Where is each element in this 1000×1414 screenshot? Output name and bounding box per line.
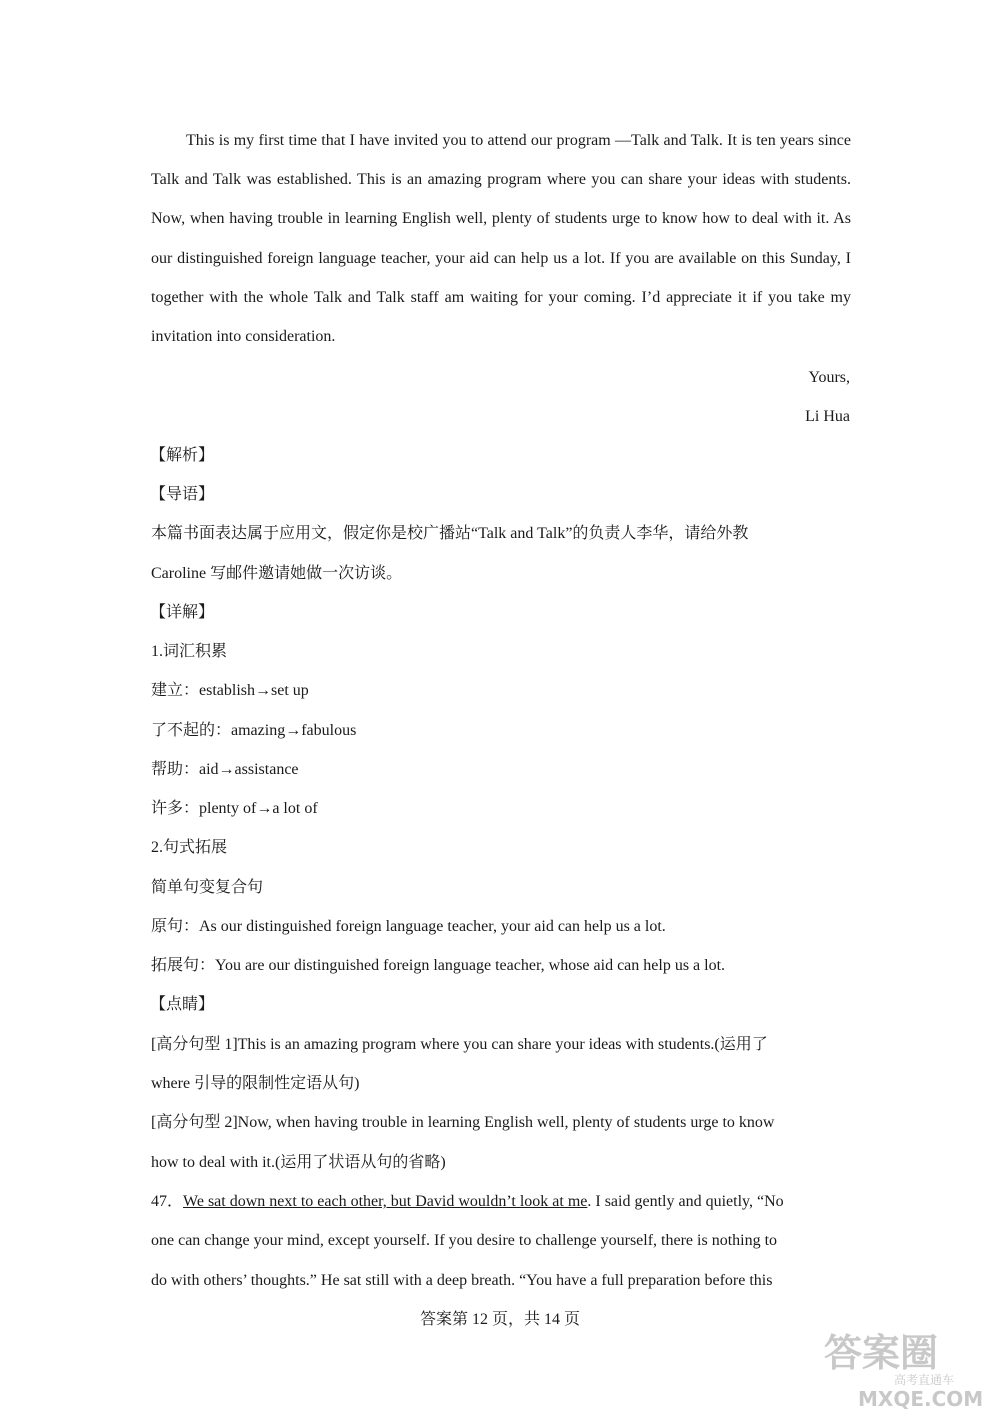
question-47-line-2: one can change your mind, except yourself. If you desire to challenge yourself, there is nothing to bbox=[151, 1232, 778, 1249]
original-sentence: 原句：As our distinguished foreign language teacher, your aid can help us a lot. bbox=[151, 918, 666, 935]
vocab-item: 建立：establish→set up bbox=[151, 682, 309, 699]
watermark-site: MXQE.COM bbox=[858, 1387, 984, 1410]
highlight-1-line-2: where 引导的限制性定语从句) bbox=[151, 1075, 360, 1092]
question-47-line-1 bbox=[151, 1192, 784, 1212]
expanded-sentence: 拓展句：You are our distinguished foreign language teacher, whose aid can help us a lot. bbox=[151, 957, 726, 974]
guide-text-line-2: Caroline 写邮件邀请她做一次访谈。 bbox=[151, 565, 403, 582]
vocab-item: 了不起的：amazing→fabulous bbox=[151, 722, 357, 739]
guide-heading: 【导语】 bbox=[150, 486, 215, 503]
vocab-heading: 1.词汇积累 bbox=[151, 643, 228, 660]
vocab-item: 许多：plenty of→a lot of bbox=[151, 800, 318, 817]
question-47-text: . I said gently and quietly, “No bbox=[587, 1193, 784, 1210]
pattern-subheading: 简单句变复合句 bbox=[151, 879, 264, 896]
pattern-heading: 2.句式拓展 bbox=[151, 839, 228, 856]
question-47-line-3: do with others’ thoughts.” He sat still with a deep breath. “You have a full preparation before this bbox=[151, 1272, 773, 1289]
vocab-item: 帮助：aid→assistance bbox=[151, 761, 299, 778]
watermark-sub: 高考直通车 bbox=[894, 1373, 955, 1387]
letter-body bbox=[151, 121, 851, 356]
analysis-heading: 【解析】 bbox=[150, 447, 215, 464]
page-footer: 答案第 12 页，共 14 页 bbox=[419, 1311, 580, 1328]
guide-text-line-1: 本篇书面表达属于应用文，假定你是校广播站“Talk and Talk”的负责人李华，请给外教 bbox=[151, 525, 749, 542]
highlight-heading: 【点睛】 bbox=[150, 996, 215, 1013]
letter-closing: Yours, bbox=[808, 369, 850, 386]
letter-signature: Li Hua bbox=[805, 408, 850, 425]
letter-body-text: This is my first time that I have invited you to attend our program —Talk and Talk. It is ten years since Talk and Talk was established. This is an amazing program where you can share your ideas with students. Now, when having trouble in learning English well, plenty of students urge to know how to deal with it. As our distinguished foreign language teacher, your aid can help us a lot. If you are available on this Sunday, I together with the whole Talk and Talk staff am waiting for your coming. I’d appreciate it if you take my invitation into consideration. bbox=[151, 132, 851, 346]
detail-heading: 【详解】 bbox=[150, 604, 215, 621]
highlight-1-line-1: [高分句型 1]This is an amazing program where you can share your ideas with students.(运用了 bbox=[151, 1036, 768, 1053]
watermark-logo bbox=[818, 1322, 996, 1410]
question-number: 47． bbox=[151, 1193, 184, 1210]
watermark-brand: 答案圈 bbox=[824, 1331, 939, 1375]
highlight-2-line-2: how to deal with it.(运用了状语从句的省略) bbox=[151, 1154, 446, 1171]
underlined-sentence: We sat down next to each other, but David wouldn’t look at me bbox=[183, 1193, 588, 1210]
highlight-2-line-1: [高分句型 2]Now, when having trouble in learning English well, plenty of students urge to know bbox=[151, 1114, 775, 1131]
